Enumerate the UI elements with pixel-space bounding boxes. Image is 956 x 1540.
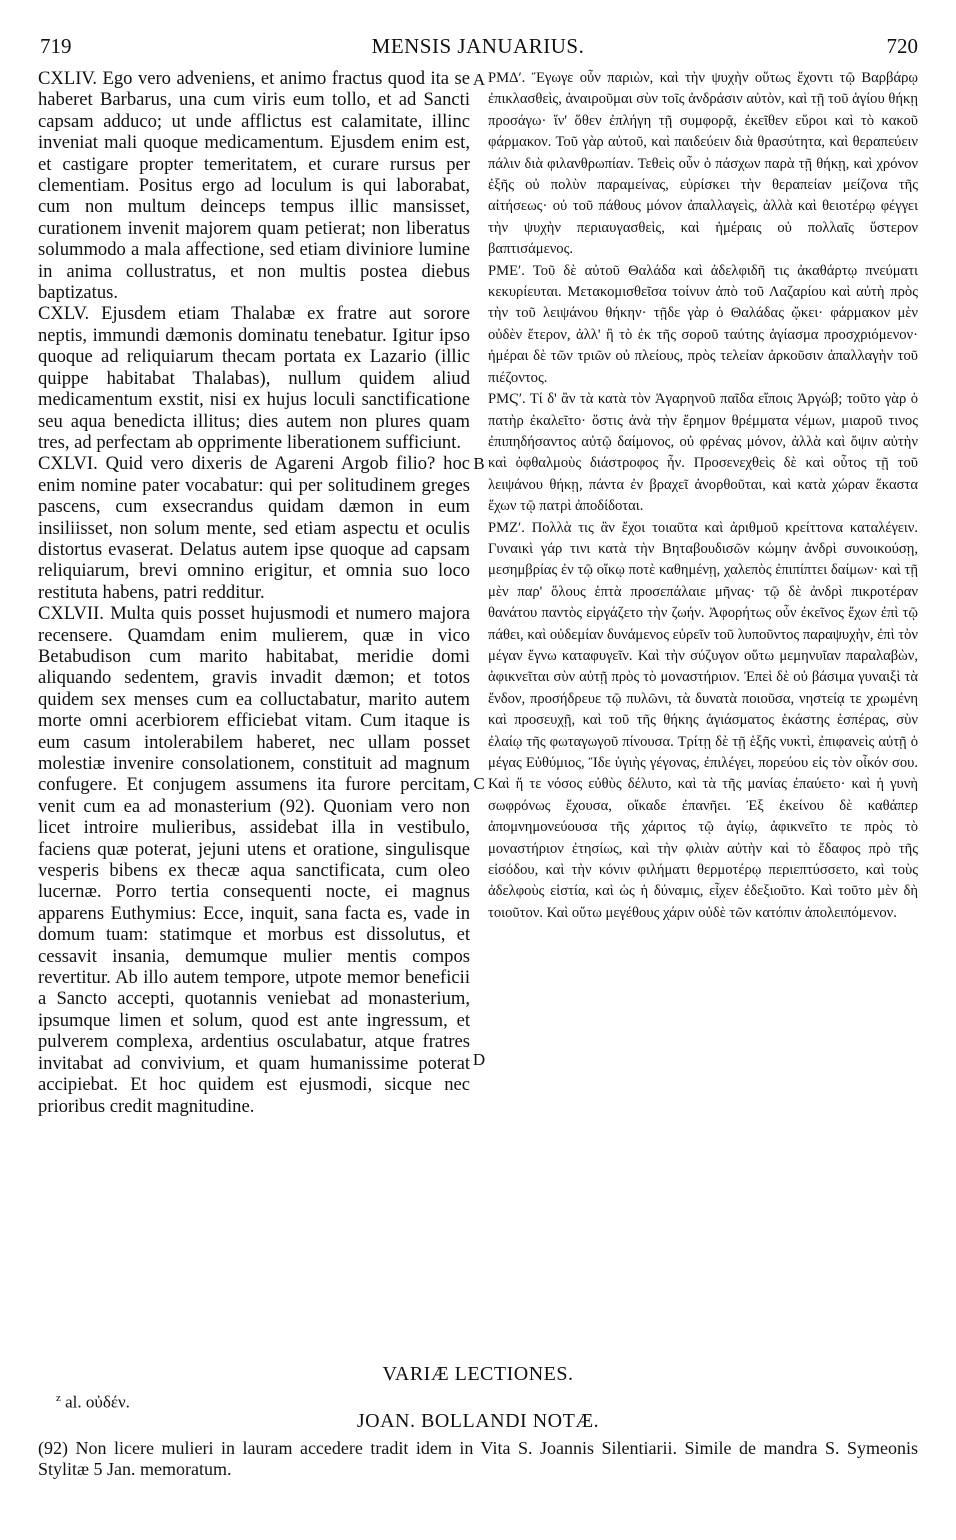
margin-letter-c: C: [473, 774, 485, 793]
page-number-right: 720: [886, 34, 918, 58]
greek-section-146: ΡΜϚʹ. Τί δ' ἂν τὰ κατὰ τὸν Ἀγαρηνοῦ παῖδα εἴποις Ἀργώβ; τοῦτο γὰρ ὁ πατὴρ ἐκαλεῖτο· ὅστις ἀνὰ τὴν ἔρημον θρέμματα νέμων, μιαροῦ τινος ἐπιπηδήσαντος αὐτῷ δαίμονος, οὐ φρένας μόνον, ἀλλὰ καὶ ὄψιν αὐτὴν καὶ ὀφθαλμοὺς διάστροφος ἦν. Προσενεχθεὶς δὲ καὶ οὗτος τῇ τοῦ λειψάνου θήκῃ, πάντα ἐν βραχεῖ ἀνορθοῦται, καὶ κατὰ χώραν ἕκαστα ἔχων τῷ πατρὶ ἀποδίδοται.: [488, 391, 918, 515]
latin-section-cxliv: CXLIV. Ego vero adveniens, et animo fractus quod ita se haberet Barbarus, una cum viris eum tollo, et ad Sancti capsam adduco; ut unde afflictus est calamitate, illinc inveniat mali quoque medicamentum. Ejusdem enim est, et castigare propter temeritatem, et curare rursus per clementiam. Positus ergo ad loculum is qui laborabat, cum non multum deinceps tempus illic mansisset, curationem invenit majorem quam petierat; non liberatus solummodo a mala affectione, sed etiam diviniore lumine in anima collustratus, et non multis postea diebus baptizatus.: [38, 68, 470, 304]
notae-heading: JOAN. BOLLANDI NOTÆ.: [356, 1410, 600, 1432]
greek-column: [488, 68, 918, 924]
bollandi-note-92: (92) Non licere mulieri in lauram accedere tradit idem in Vita S. Joannis Silentiarii. Simile de mandra S. Symeonis Stylitæ 5 Jan. memoratum.: [38, 1438, 918, 1479]
latin-column: [38, 68, 470, 1117]
page-header: [0, 0, 956, 70]
margin-letter-b: B: [473, 454, 485, 473]
latin-section-cxlvi: CXLVI. Quid vero dixeris de Agareni Argob filio? hoc enim nomine pater vocabatur: qui per solitudinem greges pascens, cum exsecrandus quidam dæmon in eum insiliisset, non solum mente, sed etiam aspectu et oculis distortus evaserat. Delatus autem ipse quoque ad capsam reliquiarum, brevi omnino erigitur, et omnia suo loco restituta habens, patri redditur.: [38, 453, 470, 603]
greek-section-144: ΡΜΔʹ. Ἔγωγε οὖν παριὼν, καὶ τὴν ψυχὴν οὕτως ἔχοντι τῷ Βαρβάρῳ ἐπικλασθεὶς, ἀναιροῦμαι σὺν τοῖς ἀνδράσιν αὐτὸν, καὶ τῇ τοῦ ἁγίου θήκῃ προσάγω· ἵν' ὅθεν ἐπλήγη τῇ συμφορᾷ, ἐκεῖθεν εὕροι καὶ τὸ κακοῦ φάρμακον. Τοῦ γὰρ αὐτοῦ, καὶ παιδεύειν διὰ θρασύτητα, καὶ θεραπεύειν πάλιν διὰ φιλανθρωπίαν. Τεθεὶς οὖν ὁ πάσχων παρὰ τῇ θήκῃ, καὶ χρόνον ἐξῆς οὐ πολὺν παραμείνας, εὑρίσκει τὴν θεραπείαν μείζονα τῆς αἰτήσεως· οὐ τοῦ πάθους μόνον ἀπαλλαγεὶς, ἀλλὰ καὶ θειοτέρῳ φέγγει τὴν ψυχὴν περιαυγασθεὶς, καὶ ἡμέραις οὐ πολλαῖς ὕστερον βαπτισάμενος.: [488, 70, 918, 258]
variant-marker: z: [56, 1392, 61, 1404]
latin-section-cxlv: CXLV. Ejusdem etiam Thalabæ ex fratre aut sorore neptis, immundi dæmonis dominatu tenebatur. Igitur ipso quoque ad reliquiarum thecam portata ex Lazario (illic quippe habitabat Thalabas), nullum quidem aliud medicamentum exstit, nisi ex hujus loculi sanctificatione seu aqua benedicta illitus; dies autem non plures quam tres, ad perfectam ab opprimente liberationem sufficiunt.: [38, 303, 470, 453]
greek-section-145: ΡΜΕʹ. Τοῦ δὲ αὐτοῦ Θαλάδα καὶ ἀδελφιδῆ τις ἀκαθάρτῳ πνεύματι κεκυρίευται. Μετακομισθεῖσα τοίνυν ἀπὸ τοῦ Λαζαρίου καὶ αὐτὴ πρὸς τὴν τοῦ λειψάνου θήκην· τῇδε γὰρ ὁ Θαλάδας ᾤκει· φάρμακον μὲν οὐδὲν ἕτερον, ἀλλ' ἢ τὸ ἐκ τῆς σοροῦ ταύτης ἁγίασμα προσχριόμενον· ἡμέραι δὲ τῶν τριῶν οὐ πλείους, πρὸς τελείαν ἀρκοῦσιν ἀπαλλαγὴν τοῦ πιέζοντος.: [488, 262, 918, 386]
margin-letter-a: A: [472, 70, 486, 89]
variae-lectiones-heading: VARIÆ LECTIONES.: [382, 1363, 574, 1385]
running-title: MENSIS JANUARIUS.: [371, 34, 585, 58]
page-number-left: 719: [40, 34, 72, 58]
latin-section-cxlvii: CXLVII. Multa quis posset hujusmodi et numero majora recensere. Quamdam enim mulierem, quæ in vico Betabudison cum marito habitabat, meridie domi aliquando sedentem, gravis invadit dæmon; et totos quidem sex menses cum ea colluctabatur, marito autem morte omni acerbiorem efficiebat vitam. Cum itaque is eum casum intolerabilem haberet, nec ullam posset molestiæ invenire consolationem, constituit ad magnum confugere. Et conjugem assumens ita furore percitam, venit cum ea ad monasterium (92). Quoniam vero non licet introire mulieribus, assidebat illa in vestibulo, faciens quæ poterat, jejuni utens et oratione, singulisque vesperis bibens ex thecæ aqua sanctificata, cum oleo lucernæ. Porro tertia consequenti nocte, ei magnus apparens Euthymius: Ecce, inquit, sana facta es, vade in domum tuam: statimque et morbus est dissolutus, et cessavit insania, demumque mulier mentis compos revertitur. Ab illo autem tempore, utpote memor beneficii a Sancto accepti, quotannis veniebat ad monasterium, ipsumque limen et solum, quod est ante ingressum, et pulverem complexa, ardentius osculabatur, atque fratres invitabat ad convivium, et quam humanissime poterat accipiebat. Et hoc quidem est ejusmodi, sicque nec prioribus credit magnitudine.: [38, 603, 470, 1117]
margin-letter-d: D: [472, 1050, 486, 1069]
greek-section-147: ΡΜΖʹ. Πολλὰ τις ἂν ἔχοι τοιαῦτα καὶ ἀριθμοῦ κρείττονα καταλέγειν. Γυναικὶ γάρ τινι κατὰ τὴν Βηταβουδισῶν κώμην ἀνδρὶ συνοικούσῃ, μεσημβρίας ἐν τῷ οἴκῳ ποτὲ καθημένῃ, χαλεπὸς ἐπιπίπτει δαίμων· καὶ τῇ μὲν παρ' ὅλους ἑπτὰ προσεπάλαιε μῆνας· τῷ δὲ ἀνδρὶ πικροτέραν θανάτου παντὸς εἰργάζετο τὴν ζωήν. Ἀφορήτως οὖν ἐκεῖνος ἔχων ἐπὶ τῷ πάθει, καὶ οὐδεμίαν δυνάμενος εὑρεῖν τοῦ λυποῦντος παραψυχὴν, ἐπὶ τὸν μέγαν ἔγνω καταφυγεῖν. Καὶ τὴν σύζυγον οὕτω μεμηνυῖαν παραλαβὼν, ἀφικνεῖται σὺν αὐτῇ πρὸς τὸ μοναστήριον. Ἐπεὶ δὲ οὐ βάσιμα γυναιξὶ τὰ ἔνδον, προσήδρευε τῷ πυλῶνι, τὰ δυνατὰ ποιοῦσα, νηστείᾳ τε χρωμένη καὶ προσευχῇ, καὶ τοῦ τῆς θήκης ἁγιάσματος ἑκάστης ἑσπέρας, σὺν ἐλαίῳ τῆς φωταγωγοῦ πίνουσα. Τρίτῃ δὲ τῇ ἑξῆς νυκτὶ, ἐπιφανεὶς αὐτῇ ὁ μέγας Εὐθύμιος, Ἴδε ὑγιὴς γέγονας, ἐπιλέγει, πορεύου εἰς τὸν οἶκόν σου. Καὶ ἥ τε νόσος εὐθὺς δέλυτο, καὶ τὰ τῆς μανίας ἐπαύετο· καὶ ἡ γυνὴ σωφρόνως ἔχουσα, οἴκαδε ἐπανῆει. Ἐξ ἐκείνου δὲ καθάπερ ἀπομνημονεύουσα τῆς χάριτος τῷ ἁγίῳ, ἀφικνεῖτο τε πρὸς τὸ μοναστήριον ἐτησίως, καὶ τὴν φλιὰν αὐτὴν καὶ τὸ ἔδαφος πρὸ τῆς εἰσόδου, καὶ τὴν κόνιν φιλήματι θερμοτέρῳ περιεπτύσσετο, καὶ τοὺς ἀδελφοὺς εἱστία, καὶ ὡς ἡ δύναμις, εἶχεν ἐδεξιοῦτο. Καὶ τοῦτο μὲν δὴ τοιοῦτον. Καὶ οὕτω μεγέθους χάριν οὐδὲ τῶν κατόπιν ἀπολειπόμενον.: [488, 519, 918, 921]
variant-text: al. οὐδέν.: [65, 1392, 130, 1412]
